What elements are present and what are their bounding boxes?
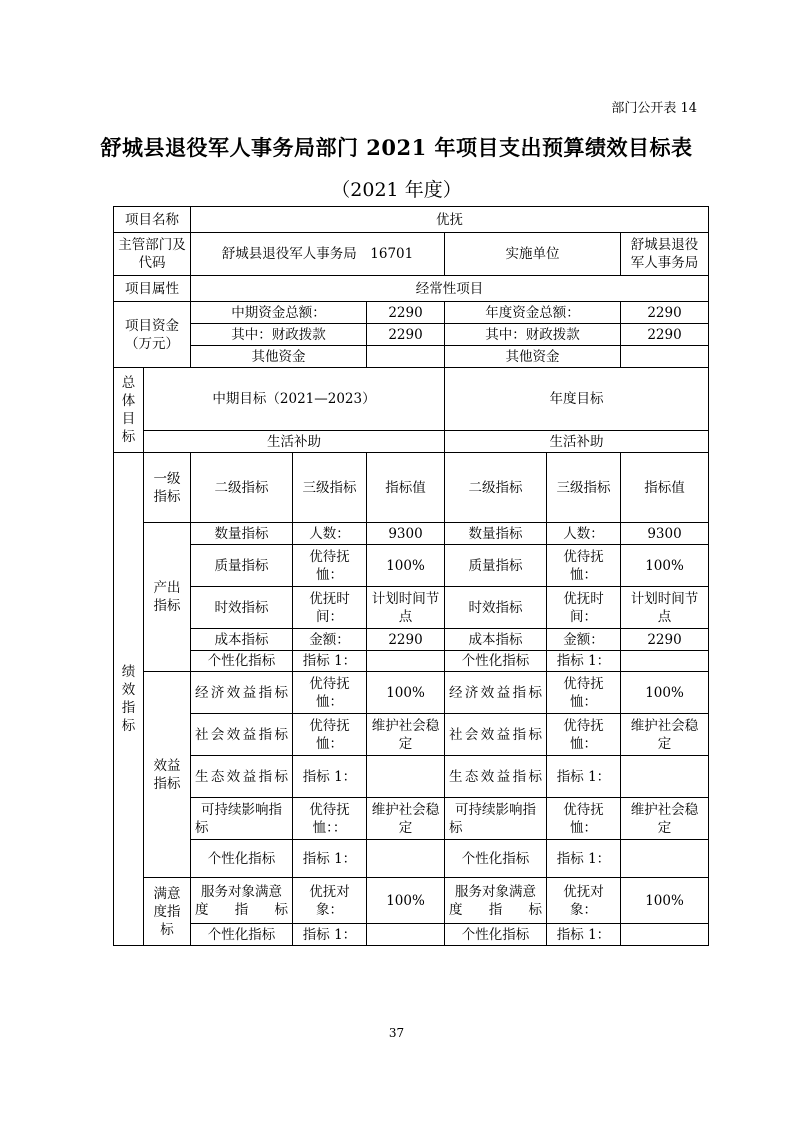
table-row-6-l3b: 优待抚恤： bbox=[547, 714, 621, 756]
table-row-10-l3: 优抚对象： bbox=[293, 878, 367, 924]
table-row-3-v: 2290 bbox=[367, 629, 445, 651]
col-level1-header: 一级指标 bbox=[144, 453, 191, 523]
table-row-5-l3: 优待抚恤： bbox=[293, 672, 367, 714]
table-row-4-l3: 指标 1： bbox=[293, 651, 367, 672]
table-row-2-l2b: 时效指标 bbox=[445, 587, 547, 629]
mid-total-value: 2290 bbox=[367, 302, 445, 324]
performance-goal-table bbox=[113, 206, 709, 946]
table-row-0-vb: 9300 bbox=[621, 523, 709, 545]
table-row-8-l2b: 可持续影响指标 bbox=[445, 798, 547, 840]
table-row-6-vb: 维护社会稳定 bbox=[621, 714, 709, 756]
table-row-0-l3b: 人数： bbox=[547, 523, 621, 545]
table-row-4-l3b: 指标 1： bbox=[547, 651, 621, 672]
group-benefit: 效益指标 bbox=[144, 672, 191, 878]
table-row-5-v: 100% bbox=[367, 672, 445, 714]
performance-indicator-label: 绩效指标 bbox=[114, 453, 144, 946]
table-row-4-vb bbox=[621, 651, 709, 672]
table-row-10-vb: 100% bbox=[621, 878, 709, 924]
dept-value: 舒城县退役军人事务局 16701 bbox=[191, 233, 445, 276]
col-level2-header-annual: 二级指标 bbox=[445, 453, 547, 523]
table-row-2-v: 计划时间节点 bbox=[367, 587, 445, 629]
impl-unit-label: 实施单位 bbox=[445, 233, 621, 276]
table-row-3-l2b: 成本指标 bbox=[445, 629, 547, 651]
table-row-5-l3b: 优待抚恤： bbox=[547, 672, 621, 714]
mid-goal-header: 中期目标（2021—2023） bbox=[144, 368, 445, 431]
table-row-11-l2: 个性化指标 bbox=[191, 924, 293, 946]
table-row-3-l2: 成本指标 bbox=[191, 629, 293, 651]
table-row-2-vb: 计划时间节点 bbox=[621, 587, 709, 629]
table-row-0-l2b: 数量指标 bbox=[445, 523, 547, 545]
table-row-8-v: 维护社会稳定 bbox=[367, 798, 445, 840]
table-row-0-l2: 数量指标 bbox=[191, 523, 293, 545]
table-row-10-l2: 服务对象满意度指标 bbox=[191, 878, 293, 924]
table-row-11-l3b: 指标 1： bbox=[547, 924, 621, 946]
mid-fiscal-value: 2290 bbox=[367, 324, 445, 346]
table-row-11-vb bbox=[621, 924, 709, 946]
table-row-7-l3b: 指标 1： bbox=[547, 756, 621, 798]
mid-total-label: 中期资金总额： bbox=[191, 302, 367, 324]
table-row-2-l3: 优抚时间： bbox=[293, 587, 367, 629]
table-row-9-l3b: 指标 1： bbox=[547, 840, 621, 878]
col-level3-header: 三级指标 bbox=[293, 453, 367, 523]
table-row-1-l3: 优待抚恤： bbox=[293, 545, 367, 587]
table-row-1-vb: 100% bbox=[621, 545, 709, 587]
table-row-5-l2: 经济效益指标 bbox=[191, 672, 293, 714]
page-number: 37 bbox=[388, 1026, 405, 1040]
table-row-4-v bbox=[367, 651, 445, 672]
table-row-6-l3: 优待抚恤： bbox=[293, 714, 367, 756]
table-row-9-l3: 指标 1： bbox=[293, 840, 367, 878]
table-row-8-vb: 维护社会稳定 bbox=[621, 798, 709, 840]
mid-other-label: 其他资金 bbox=[191, 346, 367, 368]
table-row-9-l2: 个性化指标 bbox=[191, 840, 293, 878]
group-output: 产出指标 bbox=[144, 523, 191, 672]
annual-fiscal-value: 2290 bbox=[621, 324, 709, 346]
annual-goal-header: 年度目标 bbox=[445, 368, 709, 431]
table-row-9-l2b: 个性化指标 bbox=[445, 840, 547, 878]
table-row-5-vb: 100% bbox=[621, 672, 709, 714]
table-row-10-v: 100% bbox=[367, 878, 445, 924]
table-row-6-l2b: 社会效益指标 bbox=[445, 714, 547, 756]
table-row-3-vb: 2290 bbox=[621, 629, 709, 651]
annual-goal-value: 生活补助 bbox=[445, 431, 709, 453]
attr-label: 项目属性 bbox=[114, 276, 191, 302]
table-row-5-l2b: 经济效益指标 bbox=[445, 672, 547, 714]
col-value-header: 指标值 bbox=[367, 453, 445, 523]
table-row-3-l3b: 金额： bbox=[547, 629, 621, 651]
table-row-2-l3b: 优抚时间： bbox=[547, 587, 621, 629]
table-row-8-l3b: 优待抚恤： bbox=[547, 798, 621, 840]
funds-label: 项目资金（万元） bbox=[114, 302, 191, 368]
document-title: 舒城县退役军人事务局部门 2021 年项目支出预算绩效目标表 bbox=[100, 135, 693, 160]
mid-other-value bbox=[367, 346, 445, 368]
table-row-8-l2: 可持续影响指标 bbox=[191, 798, 293, 840]
table-row-11-l3: 指标 1： bbox=[293, 924, 367, 946]
table-row-6-l2: 社会效益指标 bbox=[191, 714, 293, 756]
document-year: （2021 年度） bbox=[331, 179, 462, 201]
annual-total-value: 2290 bbox=[621, 302, 709, 324]
mid-fiscal-label: 其中：财政拨款 bbox=[191, 324, 367, 346]
project-name-value: 优抚 bbox=[191, 207, 709, 233]
table-row-1-l3b: 优待抚恤： bbox=[547, 545, 621, 587]
dept-label: 主管部门及代码 bbox=[114, 233, 191, 276]
table-row-10-l2b: 服务对象满意度指标 bbox=[445, 878, 547, 924]
table-row-0-l3: 人数： bbox=[293, 523, 367, 545]
table-row-3-l3: 金额： bbox=[293, 629, 367, 651]
attr-value: 经常性项目 bbox=[191, 276, 709, 302]
annual-fiscal-label: 其中：财政拨款 bbox=[445, 324, 621, 346]
table-row-9-v bbox=[367, 840, 445, 878]
table-row-1-l2b: 质量指标 bbox=[445, 545, 547, 587]
mid-goal-value: 生活补助 bbox=[144, 431, 445, 453]
impl-unit-value: 舒城县退役军人事务局 bbox=[621, 233, 709, 276]
table-row-7-l2b: 生态效益指标 bbox=[445, 756, 547, 798]
project-name-label: 项目名称 bbox=[114, 207, 191, 233]
table-row-7-l2: 生态效益指标 bbox=[191, 756, 293, 798]
table-row-1-v: 100% bbox=[367, 545, 445, 587]
table-row-1-l2: 质量指标 bbox=[191, 545, 293, 587]
col-level3-header-annual: 三级指标 bbox=[547, 453, 621, 523]
table-row-7-l3: 指标 1： bbox=[293, 756, 367, 798]
col-value-header-annual: 指标值 bbox=[621, 453, 709, 523]
table-row-8-l3: 优待抚恤：： bbox=[293, 798, 367, 840]
table-row-2-l2: 时效指标 bbox=[191, 587, 293, 629]
table-row-10-l3b: 优抚对象： bbox=[547, 878, 621, 924]
annual-total-label: 年度资金总额： bbox=[445, 302, 621, 324]
annual-other-value bbox=[621, 346, 709, 368]
table-row-4-l2b: 个性化指标 bbox=[445, 651, 547, 672]
group-satisfaction: 满意度指标 bbox=[144, 878, 191, 946]
table-row-0-v: 9300 bbox=[367, 523, 445, 545]
annual-other-label: 其他资金 bbox=[445, 346, 621, 368]
col-level2-header: 二级指标 bbox=[191, 453, 293, 523]
table-row-9-vb bbox=[621, 840, 709, 878]
table-row-4-l2: 个性化指标 bbox=[191, 651, 293, 672]
table-row-7-vb bbox=[621, 756, 709, 798]
document-label: 部门公开表 14 bbox=[611, 101, 697, 116]
table-row-7-v bbox=[367, 756, 445, 798]
table-row-11-l2b: 个性化指标 bbox=[445, 924, 547, 946]
overall-goal-label: 总体目标 bbox=[114, 368, 144, 453]
table-row-6-v: 维护社会稳定 bbox=[367, 714, 445, 756]
table-row-11-v bbox=[367, 924, 445, 946]
